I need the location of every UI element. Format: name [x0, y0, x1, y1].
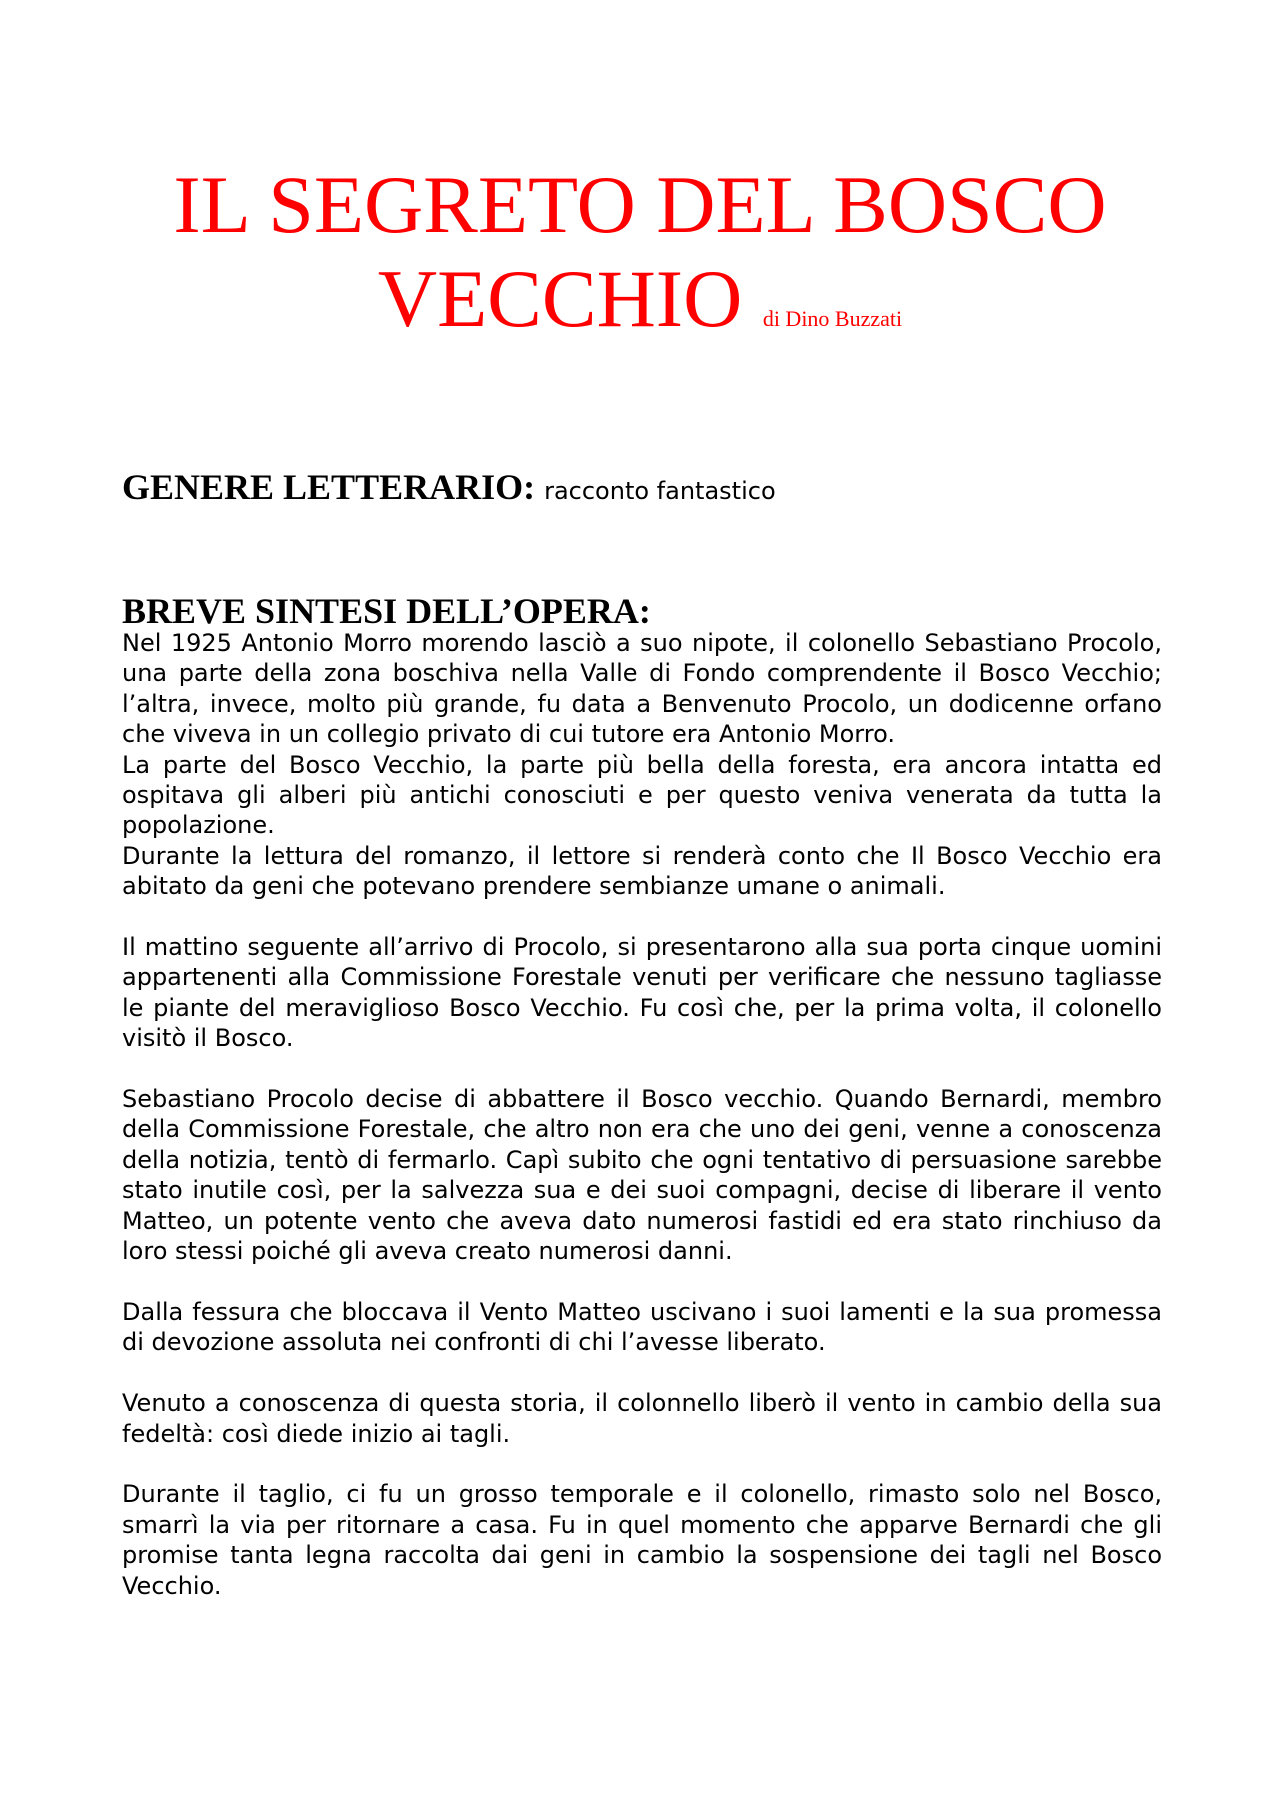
author-credit: di Dino Buzzati [762, 306, 903, 331]
paragraph: Durante la lettura del romanzo, il lettore si renderà conto che Il Bosco Vecchio era abitato da geni che potevano prendere sembianze umane o animali. [122, 841, 1162, 901]
paragraph: Durante il taglio, ci fu un grosso temporale e il colonello, rimasto solo nel Bosco, smarrì la via per ritornare a casa. Fu in quel momento che apparve Bernardi che gli promise tanta legna raccolta dai geni in cambio la sospensione dei tagli nel Bosco Vecchio. [122, 1480, 1162, 1600]
genre-value: racconto fantastico [544, 477, 776, 505]
paragraph: Venuto a conoscenza di questa storia, il colonnello liberò il vento in cambio della sua fedeltà: così diede inizio ai tagli. [122, 1389, 1162, 1448]
title-line-2-text: VECCHIO [377, 253, 743, 344]
genre-label: GENERE LETTERARIO: [122, 467, 536, 507]
paragraph: Nel 1925 Antonio Morro morendo lasciò a suo nipote, il colonello Sebastiano Procolo, una parte della zona boschiva nella Valle di Fondo comprendente il Bosco Vecchio; l’altra, invece, molto più grande, fu data a Benvenuto Procolo, un dodicenne orfano che viveva in un collegio privato di cui tutore era Antonio Morro. [122, 629, 1162, 749]
genre-line [122, 466, 776, 508]
paragraph: La parte del Bosco Vecchio, la parte più bella della foresta, era ancora intatta ed ospitava gli alberi più antichi conosciuti e per questo veniva venerata da tutta la popolazione. [122, 750, 1162, 840]
synopsis-heading: BREVE SINTESI DELL’OPERA: [122, 591, 651, 631]
document-title [0, 158, 1280, 346]
paragraph: Il mattino seguente all’arrivo di Procolo, si presentarono alla sua porta cinque uomini appartenenti alla Commissione Forestale venuti per verificare che nessuno tagliasse le piante del meraviglioso Bosco Vecchio. Fu così che, per la prima volta, il colonello visitò il Bosco. [122, 933, 1162, 1053]
paragraph: Dalla fessura che bloccava il Vento Matteo uscivano i suoi lamenti e la sua promessa di devozione assoluta nei confronti di chi l’avesse liberato. [122, 1297, 1162, 1357]
title-line-1: IL SEGRETO DEL BOSCO [173, 159, 1107, 250]
synopsis-body [122, 628, 1162, 1601]
paragraph: Sebastiano Procolo decise di abbattere il Bosco vecchio. Quando Bernardi, membro della Commissione Forestale, che altro non era che uno dei geni, venne a conoscenza della notizia, tentò di fermarlo. Capì subito che ogni tentativo di persuasione sarebbe stato inutile così, per la salvezza sua e dei suoi compagni, decise di liberare il vento Matteo, un potente vento che aveva dato numerosi fastidi ed era stato rinchiuso da loro stessi poiché gli aveva creato numerosi danni. [122, 1085, 1162, 1266]
title-line-2 [0, 252, 1280, 346]
